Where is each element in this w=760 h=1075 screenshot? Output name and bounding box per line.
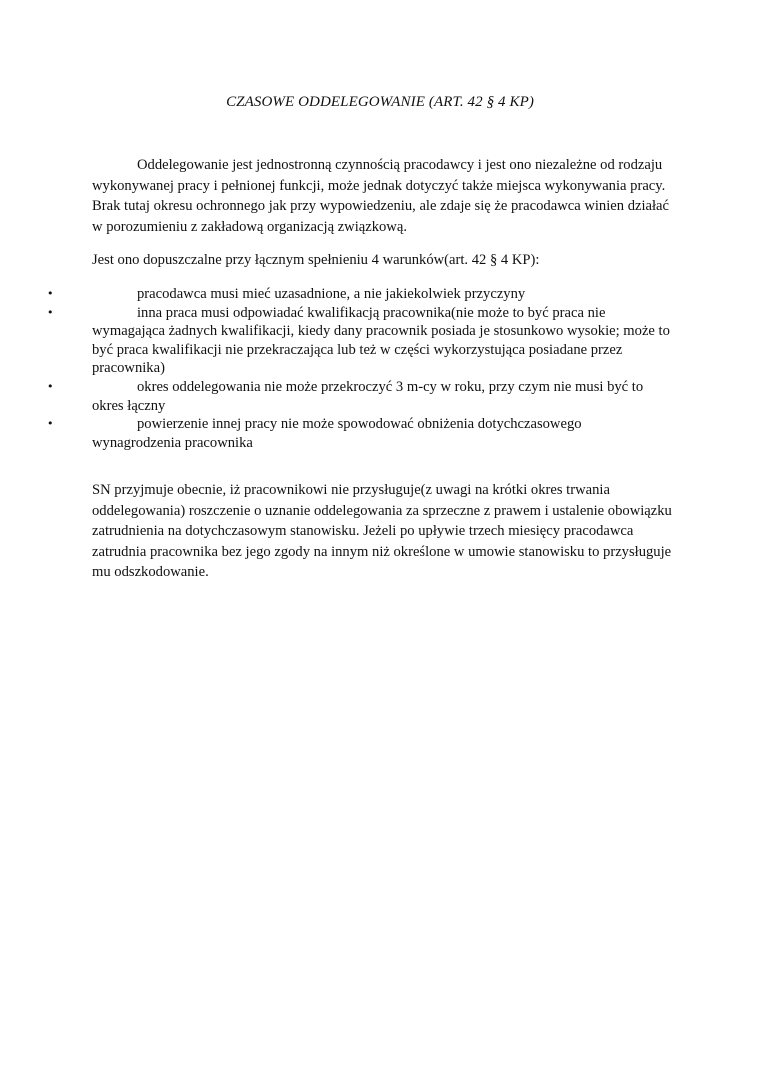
bullet-icon: • [47, 287, 54, 300]
conditions-list [47, 285, 672, 452]
list-item [47, 285, 672, 304]
conditions-lead-paragraph: Jest ono dopuszczalne przy łącznym spełnieniu 4 warunków(art. 42 § 4 KP): [92, 252, 540, 268]
bullet-icon: • [47, 379, 54, 393]
intro-paragraph: Oddelegowanie jest jednostronną czynnością pracodawcy i jest ono niezależne od rodzaju wykonywanej pracy i pełnionej funkcji, może jednak dotyczyć także miejsca wykonywania pracy. Brak tutaj okresu ochronnego jak przy wypowiedzeniu, ale zdaje się że pracodawca winien działać w porozumieniu z zakładową organizacją związkową. [92, 157, 670, 235]
list-item [47, 378, 672, 415]
closing-paragraph: SN przyjmuje obecnie, iż pracownikowi nie przysługuje(z uwagi na krótki okres trwania oddelegowania) roszczenie o uznanie oddelegowania za sprzeczne z prawem i ustalenie obowiązku zatrudnienia na dotychczasowym stanowisku. Jeżeli po upływie trzech miesięcy pracodawca zatrudnia pracownika bez jego zgody na innym niż określone w umowie stanowisku to przysługuje mu odszkodowanie. [92, 482, 672, 580]
list-item [47, 415, 672, 452]
list-item-text: inna praca musi odpowiadać kwalifikacją pracownika(nie może to być praca nie wymagająca żadnych kwalifikacji, kiedy dany pracownik posiada je stosunkowo wysokie; może to być praca kwalifikacji nie przekraczająca lub też w części wykorzystująca posiadane przez pracownika) [92, 304, 670, 377]
document-title: CZASOWE ODDELEGOWANIE (ART. 42 § 4 KP) [226, 94, 534, 110]
list-item-text: okres oddelegowania nie może przekroczyć 3 m-cy w roku, przy czym nie musi być to okres łączny [92, 378, 644, 414]
list-item-text: powierzenie innej pracy nie może spowodować obniżenia dotychczasowego wynagrodzenia pracownika [92, 416, 582, 451]
list-item-text: pracodawca musi mieć uzasadnione, a nie jakiekolwiek przyczyny [137, 286, 526, 302]
list-item [47, 304, 672, 378]
bullet-icon: • [47, 305, 54, 319]
bullet-icon: • [47, 417, 54, 431]
